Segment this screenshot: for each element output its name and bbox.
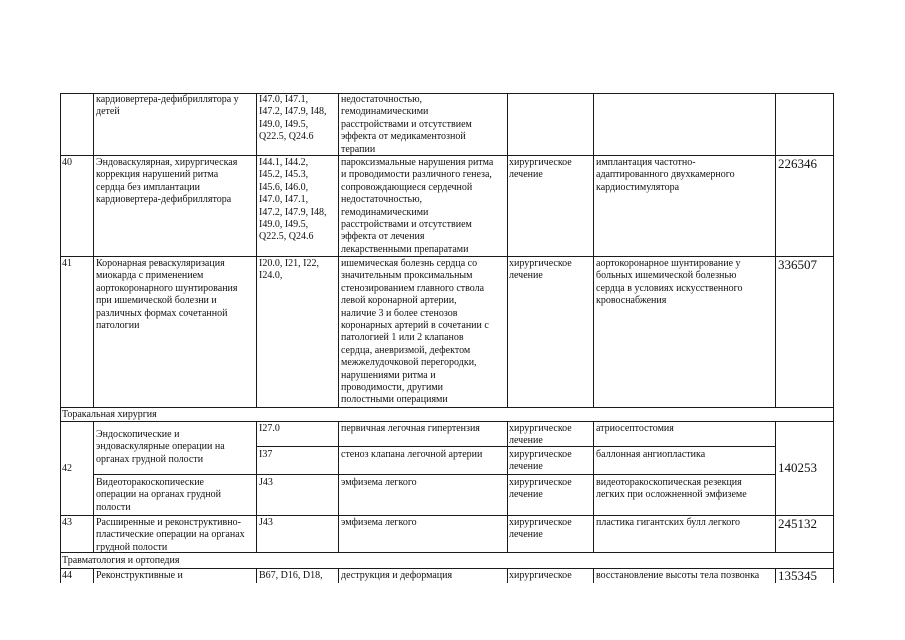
rule [338, 93, 339, 408]
cell-codes: I27.0 [259, 423, 280, 434]
cell-model: эмфизема легкого [341, 477, 417, 488]
cell-type: хирургическое лечение [509, 157, 572, 181]
cell-number: 42 [62, 463, 72, 474]
cell-number: 43 [62, 517, 72, 528]
cell-method: аортокоронарное шунтирование у больных ишемической болезнью сердца в условиях искусственного кровоснабжения [596, 258, 743, 307]
cell-method: видеоторакоскопическая резекция легких при осложненной эмфиземе [596, 477, 747, 501]
rule [593, 93, 594, 408]
cell-cost: 140253 [778, 461, 817, 475]
cell-name: Эндоваскулярная, хирургическая коррекция нарушений ритма сердца без имплантации кардиовертера-дефибриллятора [96, 157, 238, 206]
cell-codes: I44.1, I44.2, I45.2, I45.3, I45.6, I46.0, I47.0, I47.1, I47.2, I47.9, I48, I49.0, I49.5, Q22.5, Q24.6 [259, 157, 327, 243]
cell-cost: 245132 [778, 517, 817, 531]
cell-method: пластика гигантских булл легкого [596, 517, 741, 528]
rule [256, 93, 257, 408]
rule [60, 568, 833, 569]
cell-model: эмфизема легкого [341, 517, 417, 528]
cell-model: первичная легочная гипертензия [341, 423, 480, 434]
cell-number: 41 [62, 258, 72, 269]
rule [93, 93, 94, 408]
cell-number: 44 [62, 570, 72, 581]
cell-name: Видеоторакоскопические операции на органах грудной полости [96, 477, 222, 513]
cell-type: хирургическое лечение [509, 423, 572, 447]
rule [338, 568, 339, 583]
rule [60, 93, 61, 583]
cell-name: Расширенные и реконструктивно- пластические операции на органах грудной полости [96, 517, 245, 553]
cell-name: Эндоскопические и эндоваскулярные операции на органах грудной полости [96, 429, 225, 465]
cell-codes: J43 [259, 477, 273, 488]
cell-model: ишемическая болезнь сердца со значительным проксимальным стенозированием главного ствола левой коронарной артерии, наличие 3 и более стенозов коронарных артерий в сочетании с патологией 1 или 2 клапанов сердца, аневризмой, дефектом межжелудочковой перегородки, нарушениями ритма и проводимости, другими полостными операциями [341, 258, 489, 406]
rule [93, 474, 775, 475]
cell-cost: 336507 [778, 258, 817, 272]
cell-codes: J43 [259, 517, 273, 528]
rule [93, 568, 94, 583]
rule [60, 407, 833, 408]
cell-codes: B67, D16, D18, [259, 570, 323, 581]
cell-type: хирургическое лечение [509, 517, 572, 541]
rule [60, 515, 833, 516]
rule [256, 421, 257, 553]
cell-name: Реконструктивные и [96, 570, 183, 581]
rule [338, 421, 339, 553]
cell-model: недостаточностью, гемодинамическими расстройствами и отсутствием эффекта от медикаментозной терапии [341, 94, 472, 155]
rule [60, 155, 833, 156]
cell-type: хирургическое лечение [509, 258, 572, 282]
cell-codes: I20.0, I21, I22, I24.0, [259, 258, 319, 282]
cell-model: стеноз клапана легочной артерии [341, 449, 483, 460]
section-heading: Торакальная хирургия [62, 409, 157, 420]
cell-type: хирургическое лечение [509, 477, 572, 501]
cell-codes: I47.0, I47.1, I47.2, I47.9, I48, I49.0, I49.5, Q22.5, Q24.6 [259, 94, 327, 143]
rule [593, 568, 594, 583]
cell-codes: I37 [259, 449, 273, 460]
rule [507, 421, 508, 553]
rule [256, 568, 257, 583]
rule [507, 568, 508, 583]
cell-type: хирургическое [509, 570, 572, 581]
cell-method: атриосептостомия [596, 423, 674, 434]
cell-model: пароксизмальные нарушения ритма и проводимости различного генеза, сопровождающиеся сердечной недостаточностью, гемодинамическими расстройствами и отсутствием эффекта от лечения лекарственными препаратами [341, 157, 494, 255]
cell-cost: 226346 [778, 157, 817, 171]
rule [833, 93, 834, 583]
rule [60, 256, 833, 257]
cell-type: хирургическое лечение [509, 449, 572, 473]
rule [60, 421, 833, 422]
rule [93, 421, 94, 553]
rule [593, 421, 594, 553]
cell-name: Коронарная реваскуляризация миокарда с применением аортокоронарного шунтирования при ишемической болезни и различных формах сочетанной патологии [96, 258, 238, 332]
rule [775, 93, 776, 408]
cell-name: кардиовертера-дефибриллятора у детей [96, 94, 239, 118]
cell-cost: 135345 [778, 569, 817, 583]
cell-method: баллонная ангиопластика [596, 449, 706, 460]
rule [775, 421, 776, 553]
cell-method: имплантация частотно- адаптированного двухкамерного кардиостимулятора [596, 157, 735, 193]
section-heading: Травматология и ортопедия [62, 555, 180, 566]
cell-number: 40 [62, 157, 72, 168]
cell-model: деструкция и деформация [341, 570, 453, 581]
cell-method: восстановление высоты тела позвонка [596, 570, 760, 581]
